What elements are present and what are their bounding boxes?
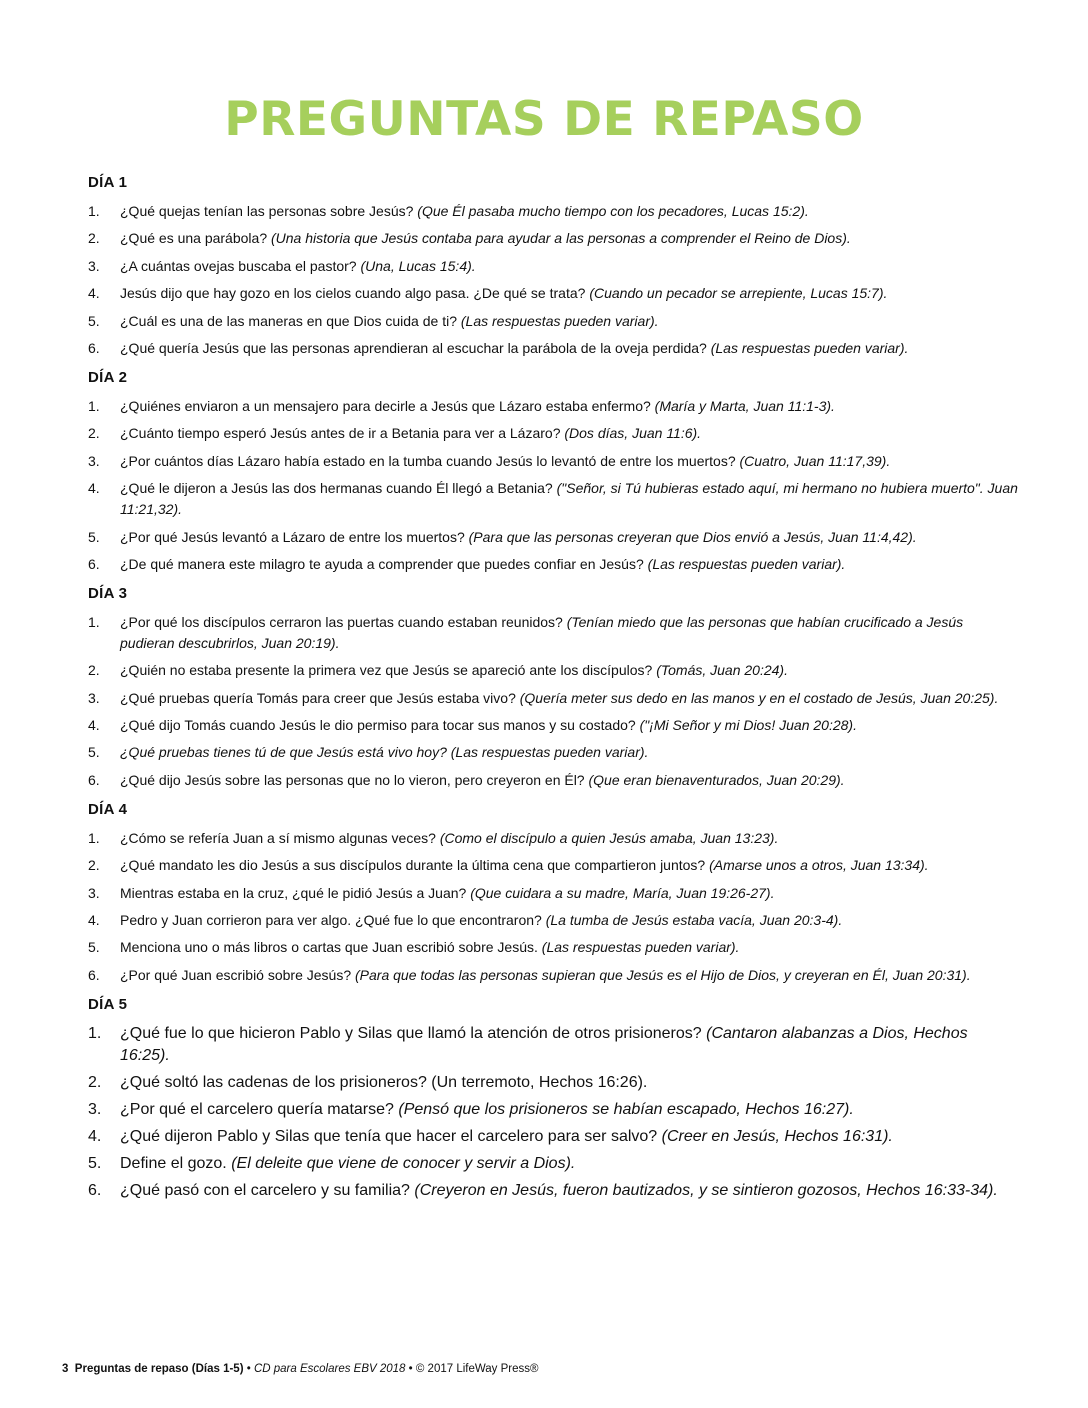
question-text: ¿Por qué los discípulos cerraron las puertas cuando estaban reunidos? bbox=[120, 613, 567, 630]
question-item bbox=[88, 855, 1018, 876]
question-item bbox=[88, 451, 1018, 472]
day-section bbox=[88, 996, 1018, 1202]
answer-text: ("¡Mi Señor y mi Dios! Juan 20:28). bbox=[639, 717, 857, 734]
review-questions bbox=[88, 174, 1018, 1212]
question-text: ¿A cuántas ovejas buscaba el pastor? bbox=[120, 257, 361, 274]
answer-text: (Que eran bienaventurados, Juan 20:29). bbox=[588, 771, 845, 788]
question-item bbox=[88, 256, 1018, 277]
question-item bbox=[88, 770, 1018, 791]
answer-text: (Las respuestas pueden variar). bbox=[460, 312, 659, 329]
question-item bbox=[88, 1072, 1018, 1094]
question-text: ¿Qué mandato les dio Jesús a sus discípulos durante la última cena que compartieron juntos? bbox=[120, 857, 710, 874]
question-number: 2. bbox=[88, 857, 100, 874]
day-heading: DÍA 1 bbox=[88, 174, 128, 191]
answer-text: (Pensó que los prisioneros se habían escapado, Hechos 16:27). bbox=[398, 1100, 854, 1118]
answer-text: (La tumba de Jesús estaba vacía, Juan 20:3-4). bbox=[545, 912, 843, 929]
answer-text: (Cantaron alabanzas a Dios, Hechos 16:25). bbox=[120, 1024, 968, 1064]
answer-text: (Tomás, Juan 20:24). bbox=[656, 662, 788, 679]
answer-text: (María y Marta, Juan 11:1-3). bbox=[654, 397, 835, 414]
page-footer bbox=[62, 1363, 539, 1375]
question-text: ¿Qué es una parábola? bbox=[120, 230, 271, 247]
footer-separator: • bbox=[243, 1363, 254, 1375]
question-number: 6. bbox=[88, 339, 100, 356]
question-text: Pedro y Juan corrieron para ver algo. ¿Qué fue lo que encontraron? bbox=[120, 912, 546, 929]
question-text: ¿De qué manera este milagro te ayuda a comprender que puedes confiar en Jesús? bbox=[120, 555, 648, 572]
question-number: 4. bbox=[88, 912, 100, 929]
question-text: ¿Qué le dijeron a Jesús las dos hermanas cuando Él llegó a Betania? bbox=[120, 480, 557, 497]
question-item bbox=[88, 1099, 1018, 1121]
question-number: 2. bbox=[88, 425, 100, 442]
question-number: 3. bbox=[88, 452, 100, 469]
question-item bbox=[88, 338, 1018, 359]
question-item bbox=[88, 527, 1018, 548]
question-number: 1. bbox=[88, 203, 100, 219]
question-item bbox=[88, 910, 1018, 931]
question-number: 5. bbox=[88, 744, 100, 761]
question-list bbox=[88, 828, 1018, 986]
question-item bbox=[88, 396, 1018, 417]
answer-text: (Creyeron en Jesús, fueron bautizados, y se sintieron gozosos, Hechos 16:33-34). bbox=[414, 1181, 998, 1199]
question-text: ¿Cómo se refería Juan a sí mismo algunas veces? bbox=[120, 829, 440, 846]
answer-text: (Las respuestas pueden variar). bbox=[541, 939, 740, 956]
question-item bbox=[88, 937, 1018, 958]
answer-text: (Que cuidara a su madre, María, Juan 19:26-27). bbox=[470, 884, 775, 901]
question-text: ¿Qué pasó con el carcelero y su familia? bbox=[120, 1181, 415, 1199]
answer-text: (Amarse unos a otros, Juan 13:34). bbox=[709, 857, 929, 874]
footer-section: Preguntas de repaso (Días 1-5) bbox=[74, 1363, 244, 1375]
question-number: 5. bbox=[88, 528, 100, 545]
question-number: 5. bbox=[88, 939, 100, 956]
question-item bbox=[88, 1023, 1018, 1067]
answer-text: (Cuando un pecador se arrepiente, Lucas 15:7). bbox=[589, 285, 888, 302]
answer-text: (Cuatro, Juan 11:17,39). bbox=[739, 452, 891, 469]
question-text: ¿Por cuántos días Lázaro había estado en la tumba cuando Jesús lo levantó de entre los muertos? bbox=[120, 452, 740, 469]
question-number: 3. bbox=[88, 689, 100, 706]
footer-copyright: © 2017 LifeWay Press® bbox=[415, 1363, 539, 1375]
question-item bbox=[88, 201, 1018, 222]
footer-separator: • bbox=[405, 1363, 416, 1375]
footer-product: CD para Escolares EBV 2018 bbox=[253, 1363, 406, 1375]
question-text: Mientras estaba en la cruz, ¿qué le pidió Jesús a Juan? bbox=[120, 884, 471, 901]
answer-text: (Que Él pasaba mucho tiempo con los pecadores, Lucas 15:2). bbox=[417, 203, 809, 219]
question-number: 4. bbox=[88, 1127, 102, 1145]
question-item bbox=[88, 311, 1018, 332]
answer-text: (Como el discípulo a quien Jesús amaba, Juan 13:23). bbox=[439, 829, 779, 846]
question-text: ¿Qué quejas tenían las personas sobre Jesús? bbox=[120, 203, 418, 219]
answer-text: (Las respuestas pueden variar). bbox=[710, 339, 909, 356]
day-section bbox=[88, 585, 1018, 791]
question-item bbox=[88, 228, 1018, 249]
question-number: 3. bbox=[88, 257, 100, 274]
question-item bbox=[88, 554, 1018, 575]
question-text: ¿Qué soltó las cadenas de los prisioneros? (Un terremoto, Hechos 16:26). bbox=[120, 1073, 648, 1091]
question-item bbox=[88, 612, 1018, 654]
question-item bbox=[88, 283, 1018, 304]
question-number: 3. bbox=[88, 884, 100, 901]
question-text: ¿Qué dijeron Pablo y Silas que tenía que hacer el carcelero para ser salvo? bbox=[120, 1127, 662, 1145]
question-number: 2. bbox=[88, 1073, 102, 1091]
question-list bbox=[88, 612, 1018, 791]
day-heading: DÍA 2 bbox=[88, 368, 128, 386]
question-text: ¿Por qué Juan escribió sobre Jesús? bbox=[120, 966, 356, 983]
question-text: ¿Cuánto tiempo esperó Jesús antes de ir a Betania para ver a Lázaro? bbox=[120, 425, 565, 442]
question-number: 1. bbox=[88, 829, 100, 846]
question-text: ¿Quiénes enviaron a un mensajero para decirle a Jesús que Lázaro estaba enfermo? bbox=[120, 397, 655, 414]
question-number: 6. bbox=[88, 966, 100, 983]
question-number: 4. bbox=[88, 285, 100, 302]
question-list bbox=[88, 1023, 1018, 1202]
question-text: ¿Quién no estaba presente la primera vez que Jesús se apareció ante los discípulos? bbox=[120, 662, 657, 679]
day-section bbox=[88, 369, 1018, 575]
question-item bbox=[88, 965, 1018, 986]
question-item bbox=[88, 478, 1018, 520]
day-section bbox=[88, 801, 1018, 986]
question-number: 1. bbox=[88, 613, 100, 630]
page-title: PREGUNTAS DE REPASO bbox=[224, 92, 864, 147]
question-item bbox=[88, 1180, 1018, 1202]
question-text: ¿Qué pruebas quería Tomás para creer que Jesús estaba vivo? bbox=[120, 689, 520, 706]
footer-page-number: 3 bbox=[62, 1363, 69, 1375]
question-number: 4. bbox=[88, 717, 100, 734]
answer-text: (Dos días, Juan 11:6). bbox=[564, 425, 702, 442]
answer-text: (Para que las personas creyeran que Dios envió a Jesús, Juan 11:4,42). bbox=[468, 528, 917, 545]
answer-text: (Una historia que Jesús contaba para ayudar a las personas a comprender el Reino de Dios). bbox=[271, 230, 851, 247]
question-text: ¿Qué fue lo que hicieron Pablo y Silas que llamó la atención de otros prisioneros? bbox=[120, 1024, 707, 1042]
question-number: 6. bbox=[88, 771, 100, 788]
question-list bbox=[88, 201, 1018, 359]
day-heading: DÍA 3 bbox=[88, 584, 128, 602]
question-text: Define el gozo. bbox=[120, 1154, 232, 1172]
question-item bbox=[88, 660, 1018, 681]
question-number: 6. bbox=[88, 1181, 102, 1199]
answer-text: (Quería meter sus dedo en las manos y en el costado de Jesús, Juan 20:25). bbox=[519, 689, 999, 706]
question-number: 1. bbox=[88, 397, 100, 414]
day-heading: DÍA 4 bbox=[88, 800, 128, 818]
answer-text: (Una, Lucas 15:4). bbox=[360, 257, 476, 274]
answer-text: ("Señor, si Tú hubieras estado aquí, mi hermano no hubiera muerto". Juan 11:21,32). bbox=[120, 480, 1018, 518]
question-number: 2. bbox=[88, 230, 100, 247]
question-number: 1. bbox=[88, 1024, 102, 1042]
question-text: ¿Cuál es una de las maneras en que Dios cuida de ti? bbox=[120, 312, 461, 329]
question-item bbox=[88, 883, 1018, 904]
question-list bbox=[88, 396, 1018, 575]
question-item bbox=[88, 715, 1018, 736]
day-section bbox=[88, 174, 1018, 359]
question-item bbox=[88, 688, 1018, 709]
question-text: ¿Qué dijo Tomás cuando Jesús le dio permiso para tocar sus manos y su costado? bbox=[120, 717, 640, 734]
question-text: Jesús dijo que hay gozo en los cielos cuando algo pasa. ¿De qué se trata? bbox=[120, 285, 590, 302]
question-item bbox=[88, 742, 1018, 763]
question-number: 4. bbox=[88, 480, 100, 497]
answer-text: ¿Qué pruebas tienes tú de que Jesús está vivo hoy? (Las respuestas pueden variar). bbox=[120, 744, 649, 761]
answer-text: (Creer en Jesús, Hechos 16:31). bbox=[661, 1127, 893, 1145]
question-item bbox=[88, 828, 1018, 849]
question-number: 5. bbox=[88, 312, 100, 329]
answer-text: (Para que todas las personas supieran que Jesús es el Hijo de Dios, y creyeran en Él, Juan 20:31). bbox=[355, 966, 971, 983]
question-item bbox=[88, 1153, 1018, 1175]
question-number: 2. bbox=[88, 662, 100, 679]
answer-text: (Tenían miedo que las personas que habían crucificado a Jesús pudieran descubrirlos, Juan 20:19). bbox=[120, 613, 964, 651]
question-item bbox=[88, 423, 1018, 444]
question-text: ¿Por qué Jesús levantó a Lázaro de entre los muertos? bbox=[120, 528, 469, 545]
day-heading: DÍA 5 bbox=[88, 995, 128, 1013]
question-number: 5. bbox=[88, 1154, 102, 1172]
question-text: ¿Qué dijo Jesús sobre las personas que no lo vieron, pero creyeron en Él? bbox=[120, 771, 589, 788]
question-number: 6. bbox=[88, 555, 100, 572]
question-text: ¿Por qué el carcelero quería matarse? bbox=[120, 1100, 399, 1118]
answer-text: (Las respuestas pueden variar). bbox=[647, 555, 846, 572]
question-text: Menciona uno o más libros o cartas que Juan escribió sobre Jesús. bbox=[120, 939, 542, 956]
answer-text: (El deleite que viene de conocer y servir a Dios). bbox=[231, 1154, 576, 1172]
question-item bbox=[88, 1126, 1018, 1148]
question-text: ¿Qué quería Jesús que las personas aprendieran al escuchar la parábola de la oveja perdida? bbox=[120, 339, 711, 356]
question-number: 3. bbox=[88, 1100, 102, 1118]
